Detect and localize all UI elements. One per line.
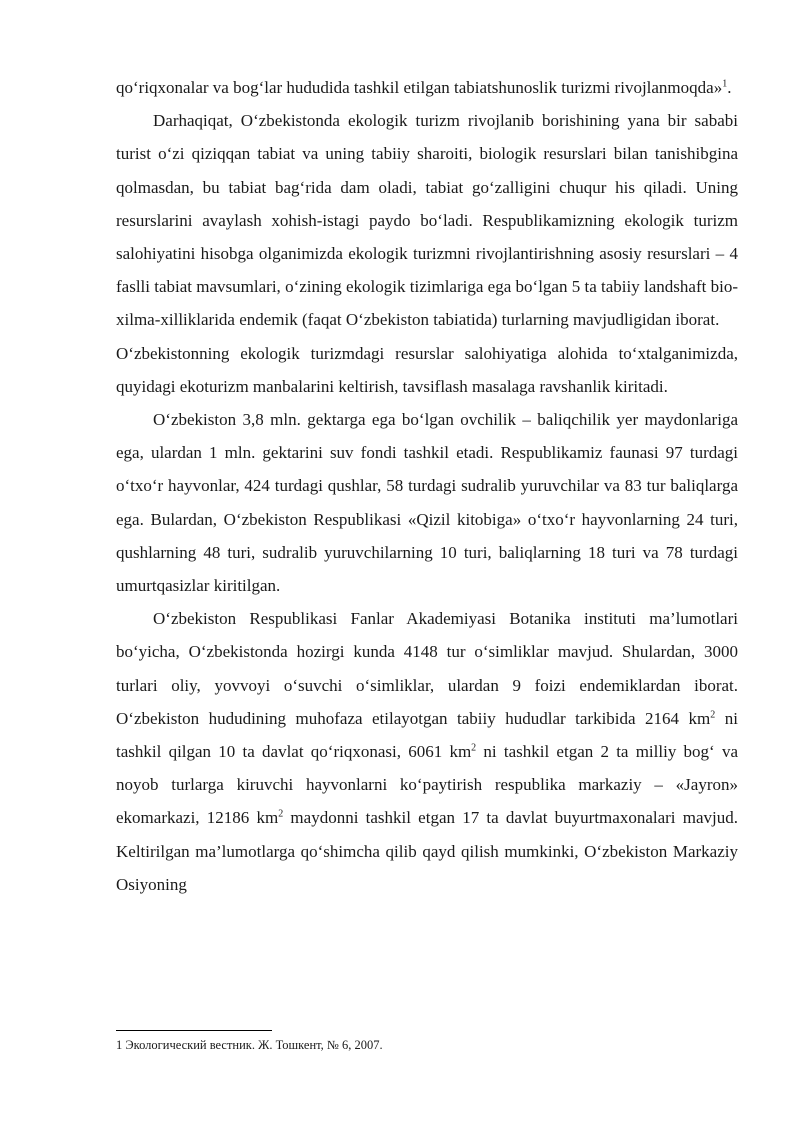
paragraph-5-segment: ni tashkil etgan 2 ta milliy bog‘ va noyob turlarga kiruvchi hayvonlarni ko‘paytirish respublika markaziy – «Jayron» ekomarkazi, 12186 km [116,742,738,828]
paragraph-1 [116,71,738,104]
document-body [116,71,738,901]
superscript-2: 2 [278,808,284,820]
paragraph-3: O‘zbekistonning ekologik turizmdagi resurslar salohiyatiga alohida to‘xtalganimizda, quyidagi ekoturizm manbalarini keltirish, tavsiflash masalaga ravshanlik kiritadi. [116,343,738,396]
footnote: 1 Экологический вестник. Ж. Тошкент, № 6, 2007. [116,1038,383,1052]
superscript-2: 2 [710,709,716,721]
paragraph-2: Darhaqiqat, O‘zbekistonda ekologik turizm rivojlanib borishining yana bir sababi turist o‘zi qiziqqan tabiat va uning tabiiy sharoiti, biologik resurslari bilan tanishibgina qolmasdan, bu tabiat bag‘rida dam oladi, tabiat go‘zalligini chuqur his qiladi. Uning resurslarini avaylash xohish-istagi paydo bo‘ladi. Respublikamizning ekologik turizm salohiyatini hisobga olganimizda ekologik turizmni rivojlantirishning asosiy resurslari – 4 faslli tabiat mavsumlari, o‘zining ekologik tizimlariga ega bo‘lgan 5 ta tabiiy landshaft bio-xilma-xilliklarida endemik (faqat O‘zbekiston tabiatida) turlarning mavjudligidan iborat. [116,111,738,330]
paragraph-5-segment: ni tashkil qilgan 10 ta davlat qo‘riqxonasi, 6061 km [116,708,738,762]
footnote-divider [116,1030,272,1031]
paragraph-1-tail: . [727,78,732,97]
paragraph-5-segment: maydonni tashkil etgan 17 ta davlat buyurtmaxonalari mavjud. Keltirilgan ma’lumotlarga qo‘shimcha qilib qayd qilish mumkinki, O‘zbekiston Markaziy Osiyoning [116,808,738,894]
paragraph-4: O‘zbekiston 3,8 mln. gektarga ega bo‘lgan ovchilik – baliqchilik yer maydonlariga ega, ulardan 1 mln. gektarini suv fondi tashkil etadi. Respublikamiz faunasi 97 turdagi o‘txo‘r hayvonlar, 424 turdagi qushlar, 58 turdagi sudralib yuruvchilar va 83 tur baliqlarga ega. Bulardan, O‘zbekiston Respublikasi «Qizil kitobiga» o‘txo‘r hayvonlarning 24 turi, qushlarning 48 turi, sudralib yuruvchilarning 10 turi, baliqlarning 18 turi va 78 turdagi umurtqasizlar kiritilgan. [116,410,738,596]
paragraph-5 [116,602,738,901]
superscript-2: 2 [471,742,477,754]
paragraph-1-text: qo‘riqxonalar va bog‘lar hududida tashkil etilgan tabiatshunoslik turizmi rivojlanmoqda» [116,78,723,97]
paragraph-5-segment: O‘zbekiston Respublikasi Fanlar Akademiyasi Botanika instituti ma’lumotlari bo‘yicha, O‘zbekistonda hozirgi kunda 4148 tur o‘simliklar mavjud. Shulardan, 3000 turlari oliy, yovvoyi o‘suvchi o‘simliklar, ulardan 9 foizi endemiklardan iborat. O‘zbekiston hududining muhofaza etilayotgan tabiiy hududlar tarkibida 2164 km [116,609,738,728]
footnote-reference[interactable]: 1 [722,78,728,90]
